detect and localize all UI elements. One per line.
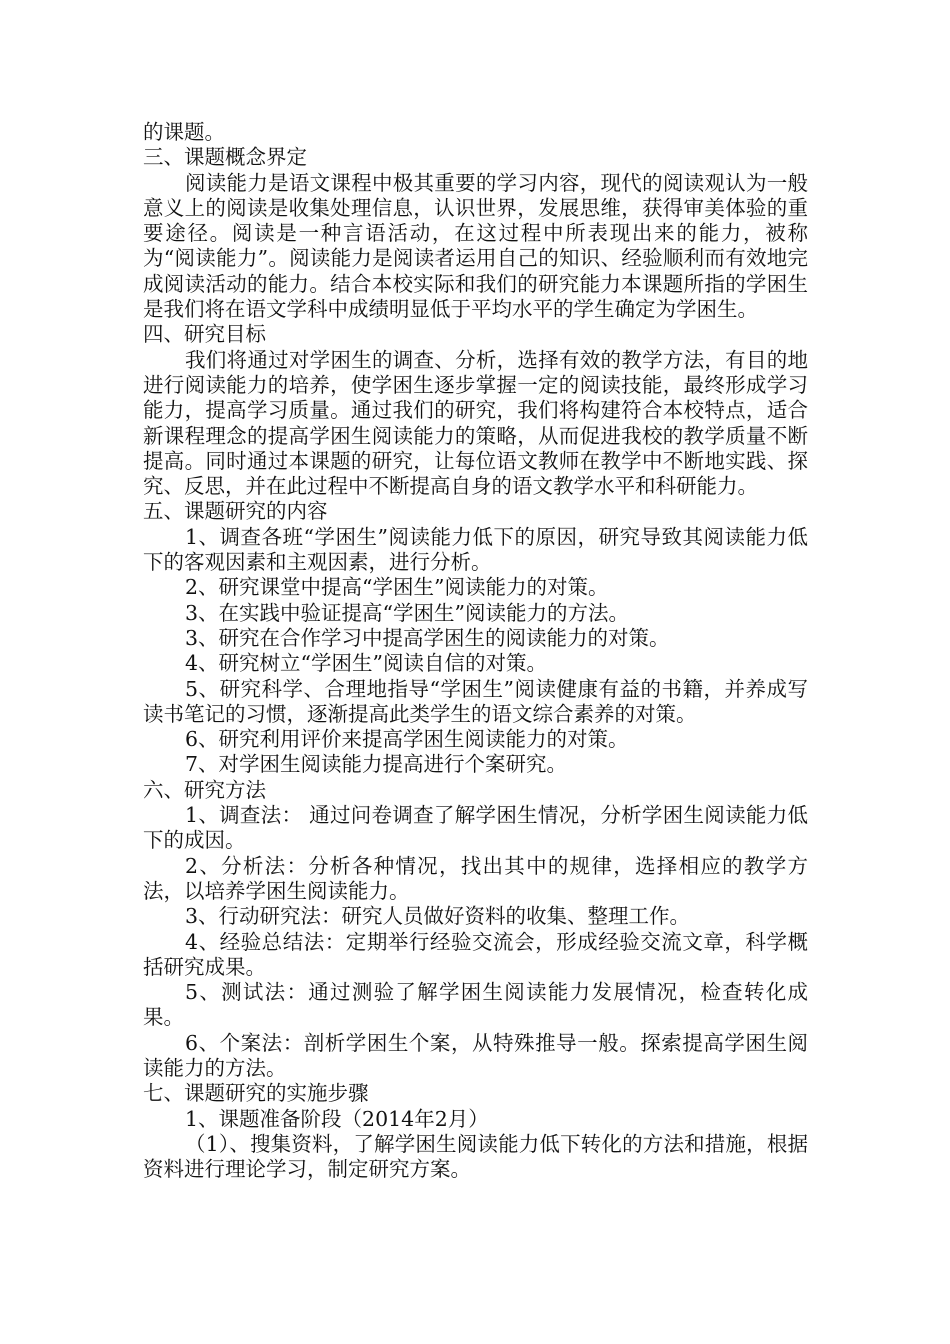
list-item: 4、研究树立“学困生”阅读自信的对策。 xyxy=(185,651,548,676)
list-item: 2、研究课堂中提高“学困生”阅读能力的对策。 xyxy=(185,575,609,600)
document-body xyxy=(143,120,808,1182)
section-heading-6: 六、研究方法 xyxy=(143,777,266,802)
list-item: 6、研究利用评价来提高学困生阅读能力的对策。 xyxy=(185,727,629,752)
paragraph: 我们将通过对学困生的调查、分析，选择有效的教学方法，有目的地进行阅读能力的培养，使学困生逐步掌握一定的阅读技能，最终形成学习能力，提高学习质量。通过我们的研究，我们将构建符合本校特点，适合新课程理念的提高学困生阅读能力的策略，从而促进我校的教学质量不断提高。同时通过本课题的研究，让每位语文教师在教学中不断地实践、探究、反思，并在此过程中不断提高自身的语文教学水平和科研能力。 xyxy=(143,347,808,499)
list-item: 5、测试法：通过测验了解学困生阅读能力发展情况，检查转化成果。 xyxy=(143,980,808,1030)
list-item: 3、研究在合作学习中提高学困生的阅读能力的对策。 xyxy=(185,625,670,650)
list-item: 3、在实践中验证提高“学困生”阅读能力的方法。 xyxy=(185,600,630,625)
continued-text: 的课题。 xyxy=(143,120,225,144)
list-item: 4、经验总结法：定期举行经验交流会，形成经验交流文章，科学概括研究成果。 xyxy=(143,929,808,979)
list-item: 1、课题准备阶段（2014年2月） xyxy=(185,1106,489,1131)
list-item: 7、对学困生阅读能力提高进行个案研究。 xyxy=(185,752,568,777)
list-item: 1、调查各班“学困生”阅读能力低下的原因，研究导致其阅读能力低下的客观因素和主观因素，进行分析。 xyxy=(143,524,808,575)
list-item: 5、研究科学、合理地指导“学困生”阅读健康有益的书籍，并养成写读书笔记的习惯，逐渐提高此类学生的语文综合素养的对策。 xyxy=(143,676,808,726)
list-item: 3、行动研究法：研究人员做好资料的收集、整理工作。 xyxy=(185,904,691,929)
list-item: （1）、搜集资料，了解学困生阅读能力低下转化的方法和措施，根据资料进行理论学习，制定研究方案。 xyxy=(143,1131,808,1182)
paragraph: 阅读能力是语文课程中极其重要的学习内容，现代的阅读观认为一般意义上的阅读是收集处理信息，认识世界，发展思维，获得审美体验的重要途径。阅读是一种言语活动，在这过程中所表现出来的能力，被称为“阅读能力”。阅读能力是阅读者运用自己的知识、经验顺利而有效地完成阅读活动的能力。结合本校实际和我们的研究能力本课题所指的学困生是我们将在语文学科中成绩明显低于平均水平的学生确定为学困生。 xyxy=(143,170,808,322)
list-item: 6、个案法：剖析学困生个案，从特殊推导一般。探索提高学困生阅读能力的方法。 xyxy=(143,1030,808,1080)
section-heading-7: 七、课题研究的实施步骤 xyxy=(143,1081,369,1106)
section-heading-5: 五、课题研究的内容 xyxy=(143,499,328,524)
section-heading-4: 四、研究目标 xyxy=(143,322,266,347)
list-item: 1、调查法： 通过问卷调查了解学困生情况，分析学困生阅读能力低下的成因。 xyxy=(143,803,808,853)
list-item: 2、分析法：分析各种情况，找出其中的规律，选择相应的教学方法，以培养学困生阅读能力。 xyxy=(143,853,808,903)
section-heading-3: 三、课题概念界定 xyxy=(143,145,307,170)
